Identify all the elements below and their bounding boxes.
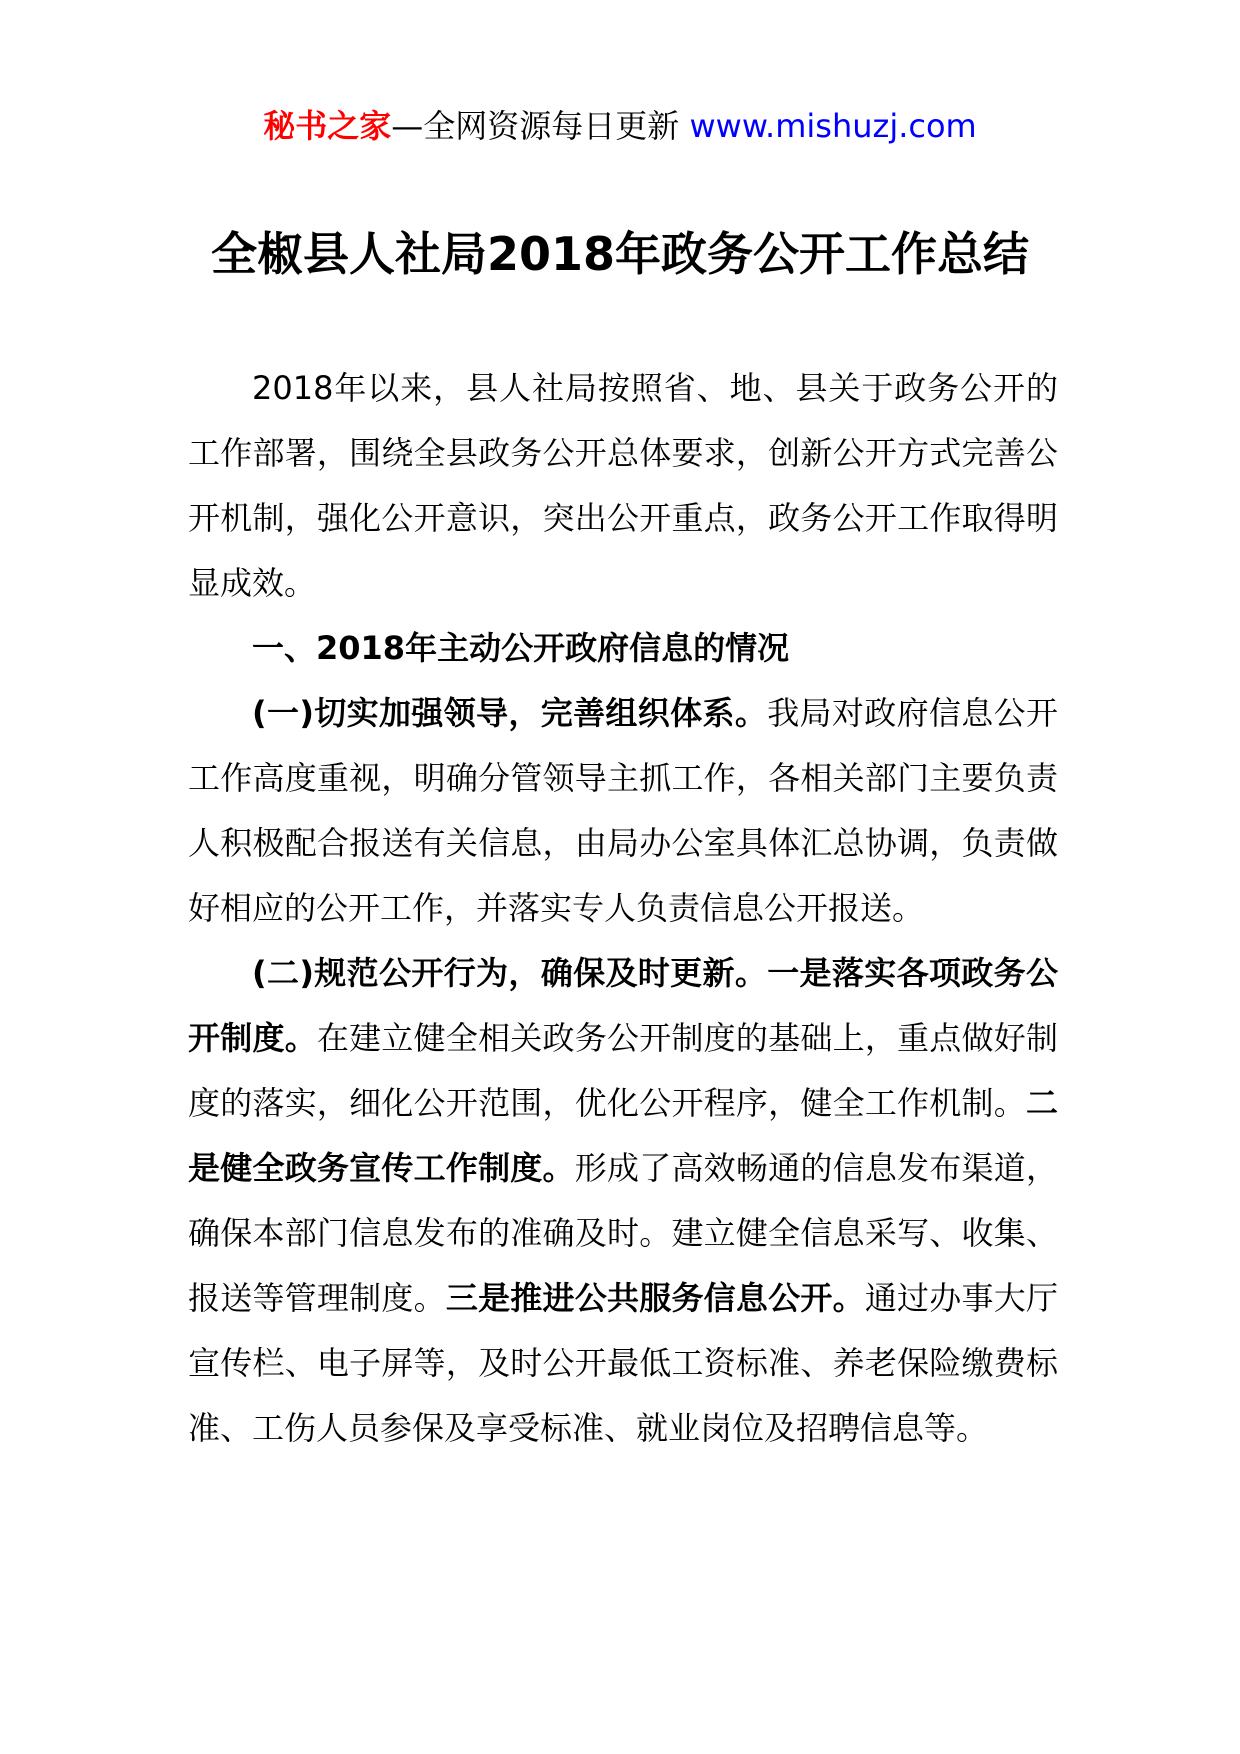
paragraph-1: [188, 681, 1058, 941]
document-title: 全椒县人社局2018年政务公开工作总结: [210, 227, 1030, 281]
paragraph-2-lead: (二)规范公开行为，确保及时更新。一是落实各项政务公开制度。: [188, 954, 1058, 1057]
brand-name: 秘书之家: [263, 107, 392, 145]
paragraph-1-lead: (一)切实加强领导，完善组织体系。: [252, 694, 768, 732]
paragraph-2-lead-2: 二是健全政务宣传工作制度。: [188, 1084, 1058, 1187]
site-header: [0, 104, 1240, 148]
document-body: [188, 356, 1058, 1461]
paragraph-2-text-1: 在建立健全相关政务公开制度的基础上，重点做好制度的落实，细化公开范围，优化公开程序，健全工作机制。: [188, 1019, 1058, 1122]
paragraph-2: [188, 941, 1058, 1461]
intro-paragraph: 2018年以来，县人社局按照省、地、县关于政务公开的工作部署，围绕全县政务公开总体要求，创新公开方式完善公开机制，强化公开意识，突出公开重点，政务公开工作取得明显成效。: [188, 369, 1058, 602]
paragraph-2-text-2: 形成了高效畅通的信息发布渠道，确保本部门信息发布的准确及时。建立健全信息采写、收集、报送等管理制度。: [188, 1149, 1058, 1317]
paragraph-2-lead-3: 三是推进公共服务信息公开。: [445, 1279, 865, 1317]
paragraph-2-text-3: 通过办事大厅宣传栏、电子屏等，及时公开最低工资标准、养老保险缴费标准、工伤人员参保及享受标准、就业岗位及招聘信息等。: [188, 1279, 1058, 1447]
section-heading-1: 一、2018年主动公开政府信息的情况: [252, 629, 790, 667]
site-url-link[interactable]: www.mishuzj.com: [689, 107, 977, 145]
header-slogan: —全网资源每日更新: [391, 107, 690, 145]
paragraph-1-text: 我局对政府信息公开工作高度重视，明确分管领导主抓工作，各相关部门主要负责人积极配合报送有关信息，由局办公室具体汇总协调，负责做好相应的公开工作，并落实专人负责信息公开报送。: [188, 694, 1058, 927]
